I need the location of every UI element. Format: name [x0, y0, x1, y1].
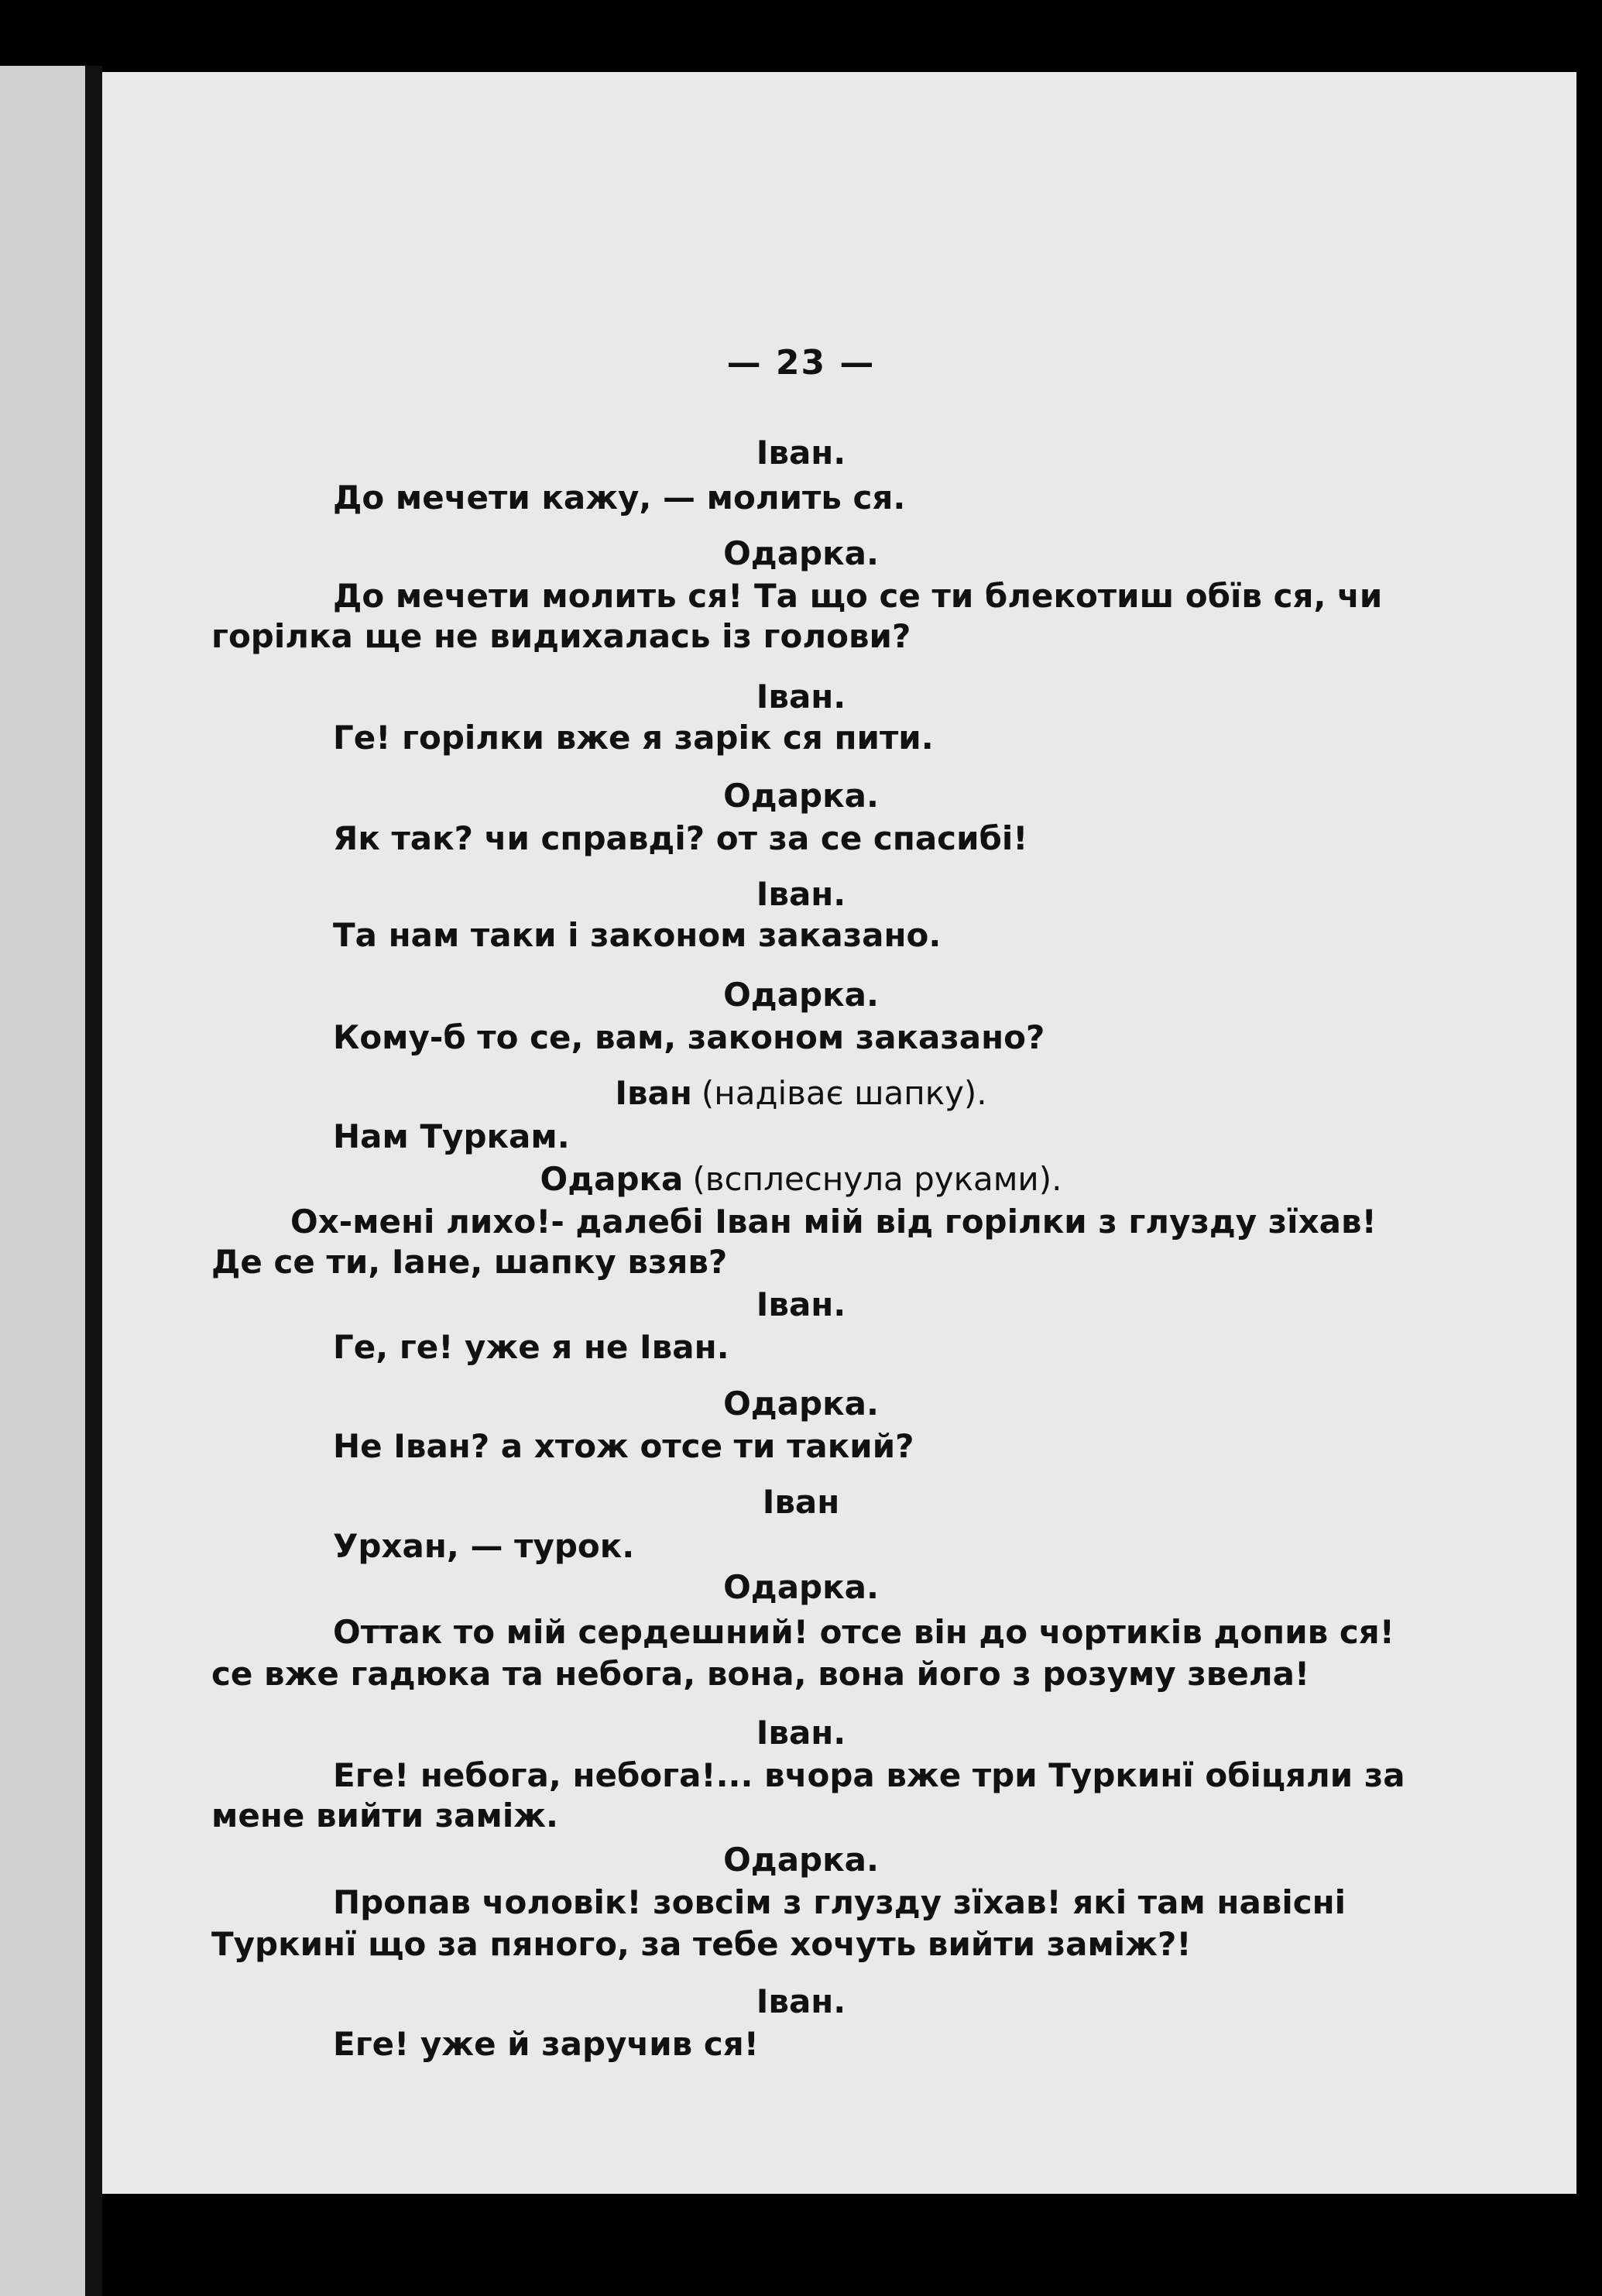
speaker-name: Одарка.: [723, 1841, 879, 1879]
page-number: — 23 —: [726, 343, 876, 383]
stage-direction: (надіває шапку).: [701, 1074, 987, 1112]
speaker-name: Одарка.: [723, 534, 879, 572]
speaker-name: Одарка (всплеснула руками).: [540, 1160, 1062, 1198]
dialogue-line: се вже гадюка та небога, вона, вона його з розуму звела!: [211, 1655, 1310, 1693]
dialogue-line: Кому-б то се, вам, законом заказано?: [333, 1018, 1045, 1056]
dialogue-line: Не Іван? а хтож отсе ти такий?: [333, 1427, 914, 1465]
dialogue-line: Ге, ге! уже я не Іван.: [333, 1328, 729, 1366]
dialogue-line: Пропав чоловік! зовсім з глузду зїхав! які там навісні: [333, 1883, 1346, 1921]
speaker-name: Іван.: [756, 1285, 846, 1323]
speaker-name: Іван (надіває шапку).: [615, 1074, 987, 1112]
dialogue-line: Оттак то мій сердешний! отсе він до чортиків допив ся!: [333, 1613, 1394, 1651]
speaker-name: Іван.: [756, 875, 846, 913]
dialogue-line: Туркинї що за пяного, за тебе хочуть вийти заміж?!: [211, 1925, 1192, 1963]
dialogue-line: Як так? чи справді? от за се спасибі!: [333, 819, 1028, 857]
dialogue-line: Де се ти, Іане, шапку взяв?: [211, 1243, 728, 1281]
dialogue-line: Ге! горілки вже я зарік ся пити.: [333, 719, 934, 757]
speaker-name: Іван.: [756, 1982, 846, 2020]
dialogue-line: Нам Туркам.: [333, 1117, 570, 1155]
speaker-name: Іван.: [756, 678, 846, 716]
dialogue-line: Еге! уже й заручив ся!: [333, 2025, 759, 2063]
speaker-name: Іван: [762, 1483, 840, 1521]
dialogue-line: Ох-мені лихо!- далебі Іван мій від горілки з глузду зїхав!: [290, 1203, 1377, 1241]
speaker-name: Одарка.: [723, 976, 879, 1014]
speaker-name: Одарка.: [723, 1385, 879, 1423]
speaker-name: Одарка.: [723, 777, 879, 815]
speaker-name: Іван.: [756, 1714, 846, 1752]
dialogue-line: мене вийти заміж.: [211, 1797, 558, 1834]
dialogue-line: До мечети молить ся! Та що се ти блекотиш обїв ся, чи: [333, 577, 1383, 615]
dialogue-line: Та нам таки і законом заказано.: [333, 916, 942, 954]
stage-direction: (всплеснула руками).: [692, 1160, 1062, 1198]
speaker-name: Іван.: [756, 434, 846, 472]
speaker-name: Одарка.: [723, 1568, 879, 1606]
dialogue-line: Еге! небога, небога!... вчора вже три Туркинї обіцяли за: [333, 1756, 1405, 1794]
dialogue-line: До мечети кажу, — молить ся.: [333, 479, 906, 517]
dialogue-line: Урхан, — турок.: [333, 1527, 635, 1565]
dialogue-line: горілка ще не видихалась із голови?: [211, 617, 911, 655]
